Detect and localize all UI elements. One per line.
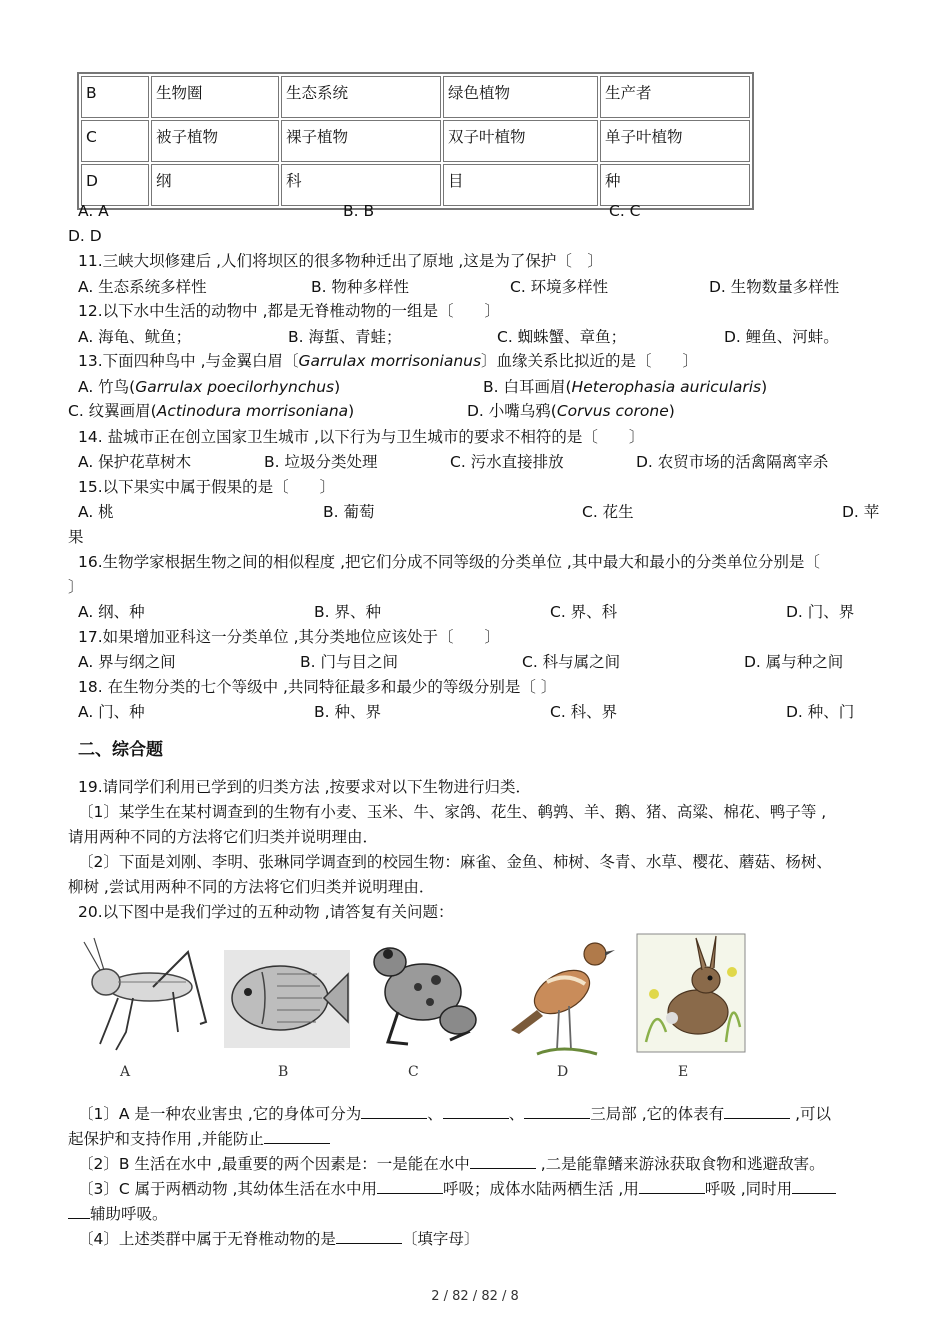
table-cell: 纲	[151, 164, 279, 206]
q14-option-b[interactable]: B. 垃圾分类处理	[264, 453, 378, 471]
q15-stem: 15.以下果实中属于假果的是〔 〕	[78, 478, 336, 496]
table-cell: C	[81, 120, 149, 162]
table-cell: 被子植物	[151, 120, 279, 162]
q10-option-a[interactable]: A. A	[78, 202, 109, 220]
q12-option-a[interactable]: A. 海龟、鱿鱼；	[78, 328, 192, 346]
table-cell: 绿色植物	[443, 76, 598, 118]
answer-blank[interactable]	[792, 1177, 836, 1194]
q20-part4: 〔4〕上述类群中属于无脊椎动物的是 〔填字母〕	[78, 1227, 479, 1249]
answer-blank[interactable]	[68, 1202, 90, 1219]
q11-option-d[interactable]: D. 生物数量多样性	[709, 278, 840, 296]
q16-stem-continued: 〕	[68, 578, 84, 596]
table-cell: 种	[600, 164, 750, 206]
q12-stem: 12.以下水中生活的动物中 ,都是无脊椎动物的一组是〔 〕	[78, 302, 501, 320]
q13-option-c[interactable]: C. 纹翼画眉(Actinodura morrisoniana)	[68, 402, 355, 420]
q16-option-a[interactable]: A. 纲、种	[78, 603, 145, 621]
answer-blank[interactable]	[470, 1152, 536, 1169]
q15-option-d[interactable]: D. 苹	[842, 503, 880, 521]
answer-blank[interactable]	[336, 1227, 402, 1244]
q20-part3-line1: 〔3〕C 属于两栖动物 ,其幼体生活在水中用 呼吸；成体水陆两栖生活 ,用 呼吸 ,同时用	[78, 1177, 836, 1199]
q10-option-b[interactable]: B. B	[343, 202, 375, 220]
answer-blank[interactable]	[639, 1177, 705, 1194]
q11-option-b[interactable]: B. 物种多样性	[311, 278, 409, 296]
answer-blank[interactable]	[361, 1102, 427, 1119]
table-cell: 双子叶植物	[443, 120, 598, 162]
q20-part3-line2: 辅助呼吸。	[68, 1202, 168, 1224]
section-heading: 二、综合题	[78, 740, 163, 760]
q13-option-a[interactable]: A. 竹鸟(Garrulax poecilorhynchus)	[78, 378, 341, 396]
q13-stem: 13.下面四种鸟中 ,与金翼白眉〔Garrulax morrisonianus〕血缘关系比拟近的是〔 〕	[78, 352, 699, 370]
table-row	[81, 120, 750, 162]
page-number: 2 / 82 / 82 / 8	[431, 1289, 519, 1304]
q11-option-a[interactable]: A. 生态系统多样性	[78, 278, 207, 296]
q16-option-c[interactable]: C. 界、科	[550, 603, 618, 621]
q20-part1-line2: 起保护和支持作用 ,并能防止	[68, 1127, 330, 1149]
q13-option-d[interactable]: D. 小嘴乌鸦(Corvus corone)	[467, 402, 675, 420]
q18-option-a[interactable]: A. 门、种	[78, 703, 145, 721]
figure-label-a: A	[120, 1064, 131, 1080]
q19-part1-line1: 〔1〕某学生在某村调查到的生物有小麦、玉米、牛、家鸽、花生、鹌鹑、羊、鹅、猪、高粱、棉花、鸭子等 ,	[78, 803, 827, 821]
q17-option-d[interactable]: D. 属与种之间	[744, 653, 844, 671]
q18-option-b[interactable]: B. 种、界	[314, 703, 381, 721]
q14-option-d[interactable]: D. 农贸市场的活禽隔离宰杀	[636, 453, 829, 471]
q11-stem: 11.三峡大坝修建后 ,人们将坝区的很多物种迁出了原地 ,这是为了保护〔 〕	[78, 252, 603, 270]
answer-blank[interactable]	[724, 1102, 790, 1119]
q10-option-c[interactable]: C. C	[609, 202, 641, 220]
table-cell: D	[81, 164, 149, 206]
q14-stem: 14. 盐城市正在创立国家卫生城市 ,以下行为与卫生城市的要求不相符的是〔 〕	[78, 428, 645, 446]
q18-option-c[interactable]: C. 科、界	[550, 703, 618, 721]
table-cell: 生态系统	[281, 76, 441, 118]
q20-stem: 20.以下图中是我们学过的五种动物 ,请答复有关问题：	[78, 903, 454, 921]
q15-option-b[interactable]: B. 葡萄	[323, 503, 375, 521]
q20-part2: 〔2〕B 生活在水中 ,最重要的两个因素是：一是能在水中 ,二是能靠鳍来游泳获取食物和逃避敌害。	[78, 1152, 825, 1174]
q18-option-d[interactable]: D. 种、门	[786, 703, 855, 721]
table-row	[81, 164, 750, 206]
q10-option-d[interactable]: D. D	[68, 227, 102, 245]
table-cell: 生产者	[600, 76, 750, 118]
q14-option-a[interactable]: A. 保护花草树木	[78, 453, 192, 471]
answer-blank[interactable]	[524, 1102, 590, 1119]
figure-label-b: B	[278, 1064, 289, 1080]
bird-illustration	[507, 932, 617, 1082]
answer-blank[interactable]	[377, 1177, 443, 1194]
table-cell: 科	[281, 164, 441, 206]
q12-option-d[interactable]: D. 鲤鱼、河蚌。	[724, 328, 839, 346]
q15-option-c[interactable]: C. 花生	[582, 503, 634, 521]
table-cell: 目	[443, 164, 598, 206]
frog-illustration	[368, 932, 483, 1082]
answer-blank[interactable]	[264, 1127, 330, 1144]
q12-option-c[interactable]: C. 蜘蛛蟹、章鱼；	[497, 328, 627, 346]
answer-blank[interactable]	[443, 1102, 509, 1119]
figure-label-e: E	[678, 1064, 689, 1080]
table-cell: 裸子植物	[281, 120, 441, 162]
q18-stem: 18. 在生物分类的七个等级中 ,共同特征最多和最少的等级分别是〔 〕	[78, 678, 557, 696]
q16-option-b[interactable]: B. 界、种	[314, 603, 381, 621]
q20-part1-line1: 〔1〕A 是一种农业害虫 ,它的身体可分为 、 、 三局部 ,它的体表有 ,可以	[78, 1102, 831, 1124]
q19-part1-line2: 请用两种不同的方法将它们归类并说明理由．	[68, 828, 379, 846]
q15-option-a[interactable]: A. 桃	[78, 503, 114, 521]
rabbit-illustration	[636, 932, 746, 1082]
q17-option-c[interactable]: C. 科与属之间	[522, 653, 621, 671]
table-cell: 单子叶植物	[600, 120, 750, 162]
q15-option-d-continued: 果	[68, 528, 84, 546]
q19-part2-line1: 〔2〕下面是刘刚、李明、张琳同学调查到的校园生物：麻雀、金鱼、柿树、冬青、水草、樱花、蘑菇、杨树、	[78, 853, 832, 871]
fish-illustration	[222, 932, 352, 1082]
classification-table	[77, 72, 754, 210]
q16-option-d[interactable]: D. 门、界	[786, 603, 855, 621]
q12-option-b[interactable]: B. 海蜇、青蛙；	[288, 328, 402, 346]
q17-option-b[interactable]: B. 门与目之间	[300, 653, 398, 671]
q17-stem: 17.如果增加亚科这一分类单位 ,其分类地位应该处于〔 〕	[78, 628, 501, 646]
grasshopper-illustration	[78, 932, 213, 1082]
figure-label-c: C	[408, 1064, 419, 1080]
q16-stem: 16.生物学家根据生物之间的相似程度 ,把它们分成不同等级的分类单位 ,其中最大和最小的分类单位分别是〔	[78, 553, 820, 571]
table-cell: B	[81, 76, 149, 118]
q19-part2-line2: 柳树 ,尝试用两种不同的方法将它们归类并说明理由．	[68, 878, 435, 896]
q13-option-b[interactable]: B. 白耳画眉(Heterophasia auricularis)	[483, 378, 768, 396]
figure-label-d: D	[557, 1064, 569, 1080]
table-row	[81, 76, 750, 118]
q17-option-a[interactable]: A. 界与纲之间	[78, 653, 176, 671]
q14-option-c[interactable]: C. 污水直接排放	[450, 453, 564, 471]
q11-option-c[interactable]: C. 环境多样性	[510, 278, 609, 296]
q19-stem: 19.请同学们利用已学到的归类方法 ,按要求对以下生物进行归类．	[78, 778, 532, 796]
table-cell: 生物圈	[151, 76, 279, 118]
